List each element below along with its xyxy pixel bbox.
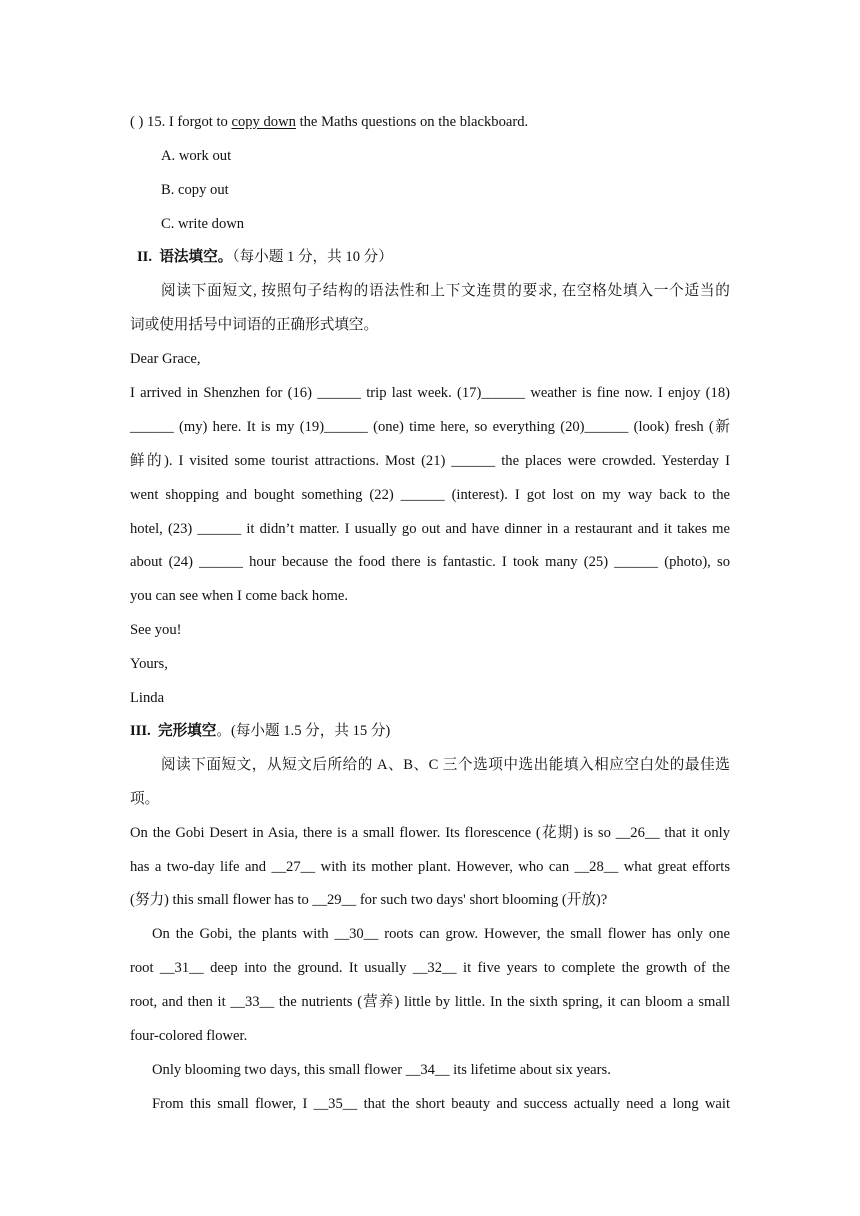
passage-line: On the Gobi, the plants with __30__ roots can grow. However, the small flower has only one xyxy=(152,926,730,942)
section-3-instruction-line-2: 项。 xyxy=(130,791,160,807)
option-b: B. copy out xyxy=(161,182,229,198)
passage-line: Only blooming two days, this small flower __34__ its lifetime about six years. xyxy=(152,1062,611,1078)
passage-line: has a two-day life and __27__ with its mother plant. However, who can __28__ what great efforts xyxy=(130,859,730,875)
letter-line: you can see when I come back home. xyxy=(130,588,349,604)
section-2-instruction-line-1: 阅读下面短文, 按照句子结构的语法性和上下文连贯的要求, 在空格处填入一个适当的 xyxy=(161,283,730,299)
letter-line: ______ (my) here. It is my (19)______ (one) time here, so everything (20)______ (look) fresh (新 xyxy=(130,419,730,435)
passage-line: four-colored flower. xyxy=(130,1028,248,1044)
answer-bracket: ( ) xyxy=(130,114,148,130)
passage-line: From this small flower, I __35__ that the short beauty and success actually need a long wait xyxy=(152,1096,730,1112)
letter-greeting: Dear Grace, xyxy=(130,351,201,367)
section-2-heading xyxy=(137,248,393,266)
question-15 xyxy=(130,113,528,131)
question-15-pre: 15. I forgot to xyxy=(147,114,232,130)
passage-line: On the Gobi Desert in Asia, there is a small flower. Its florescence (花期) is so __26__ that it only xyxy=(130,825,730,841)
letter-line: hotel, (23) ______ it didn’t matter. I usually go out and have dinner in a restaurant and it takes me xyxy=(130,521,730,537)
section-2-title: 语法填空。 xyxy=(159,249,233,265)
question-15-post: the Maths questions on the blackboard. xyxy=(295,114,529,130)
letter-line: I arrived in Shenzhen for (16) ______ trip last week. (17)______ weather is fine now. I enjoy (18) xyxy=(130,385,730,401)
letter-sign-off: Yours, xyxy=(130,656,168,672)
section-3-instruction-line-1: 阅读下面短文，从短文后所给的 A、B、C 三个选项中选出能填入相应空白处的最佳选 xyxy=(161,757,730,773)
section-3-title: 完形填空 xyxy=(157,723,217,739)
passage-line: root __31__ deep into the ground. It usually __32__ it five years to complete the growth of the xyxy=(130,960,730,976)
letter-signature: Linda xyxy=(130,690,165,706)
section-3-score: 。(每小题 1.5 分，共 15 分) xyxy=(216,723,391,739)
section-2-instruction-line-2: 词或使用括号中词语的正确形式填空。 xyxy=(130,317,379,333)
passage-line: (努力) this small flower has to __29__ for such two days' short blooming (开放)? xyxy=(130,892,608,908)
section-3-heading xyxy=(130,722,390,740)
letter-line: went shopping and bought something (22) ______ (interest). I got lost on my way back to the xyxy=(130,487,730,503)
section-2-number: II. xyxy=(137,249,153,265)
option-a: A. work out xyxy=(161,148,232,164)
letter-line: 鲜的). I visited some tourist attractions. Most (21) ______ the places were crowded. Yesterday I xyxy=(130,453,730,469)
letter-closing: See you! xyxy=(130,622,182,638)
letter-line: about (24) ______ hour because the food there is fantastic. I took many (25) ______ (photo), so xyxy=(130,554,730,570)
underlined-phrase: copy down xyxy=(231,114,296,130)
section-3-number: III. xyxy=(130,723,151,739)
option-c: C. write down xyxy=(161,216,245,232)
section-2-score: （每小题 1 分，共 10 分） xyxy=(232,249,393,265)
passage-line: root, and then it __33__ the nutrients (营养) little by little. In the sixth spring, it can bloom a small xyxy=(130,994,730,1010)
